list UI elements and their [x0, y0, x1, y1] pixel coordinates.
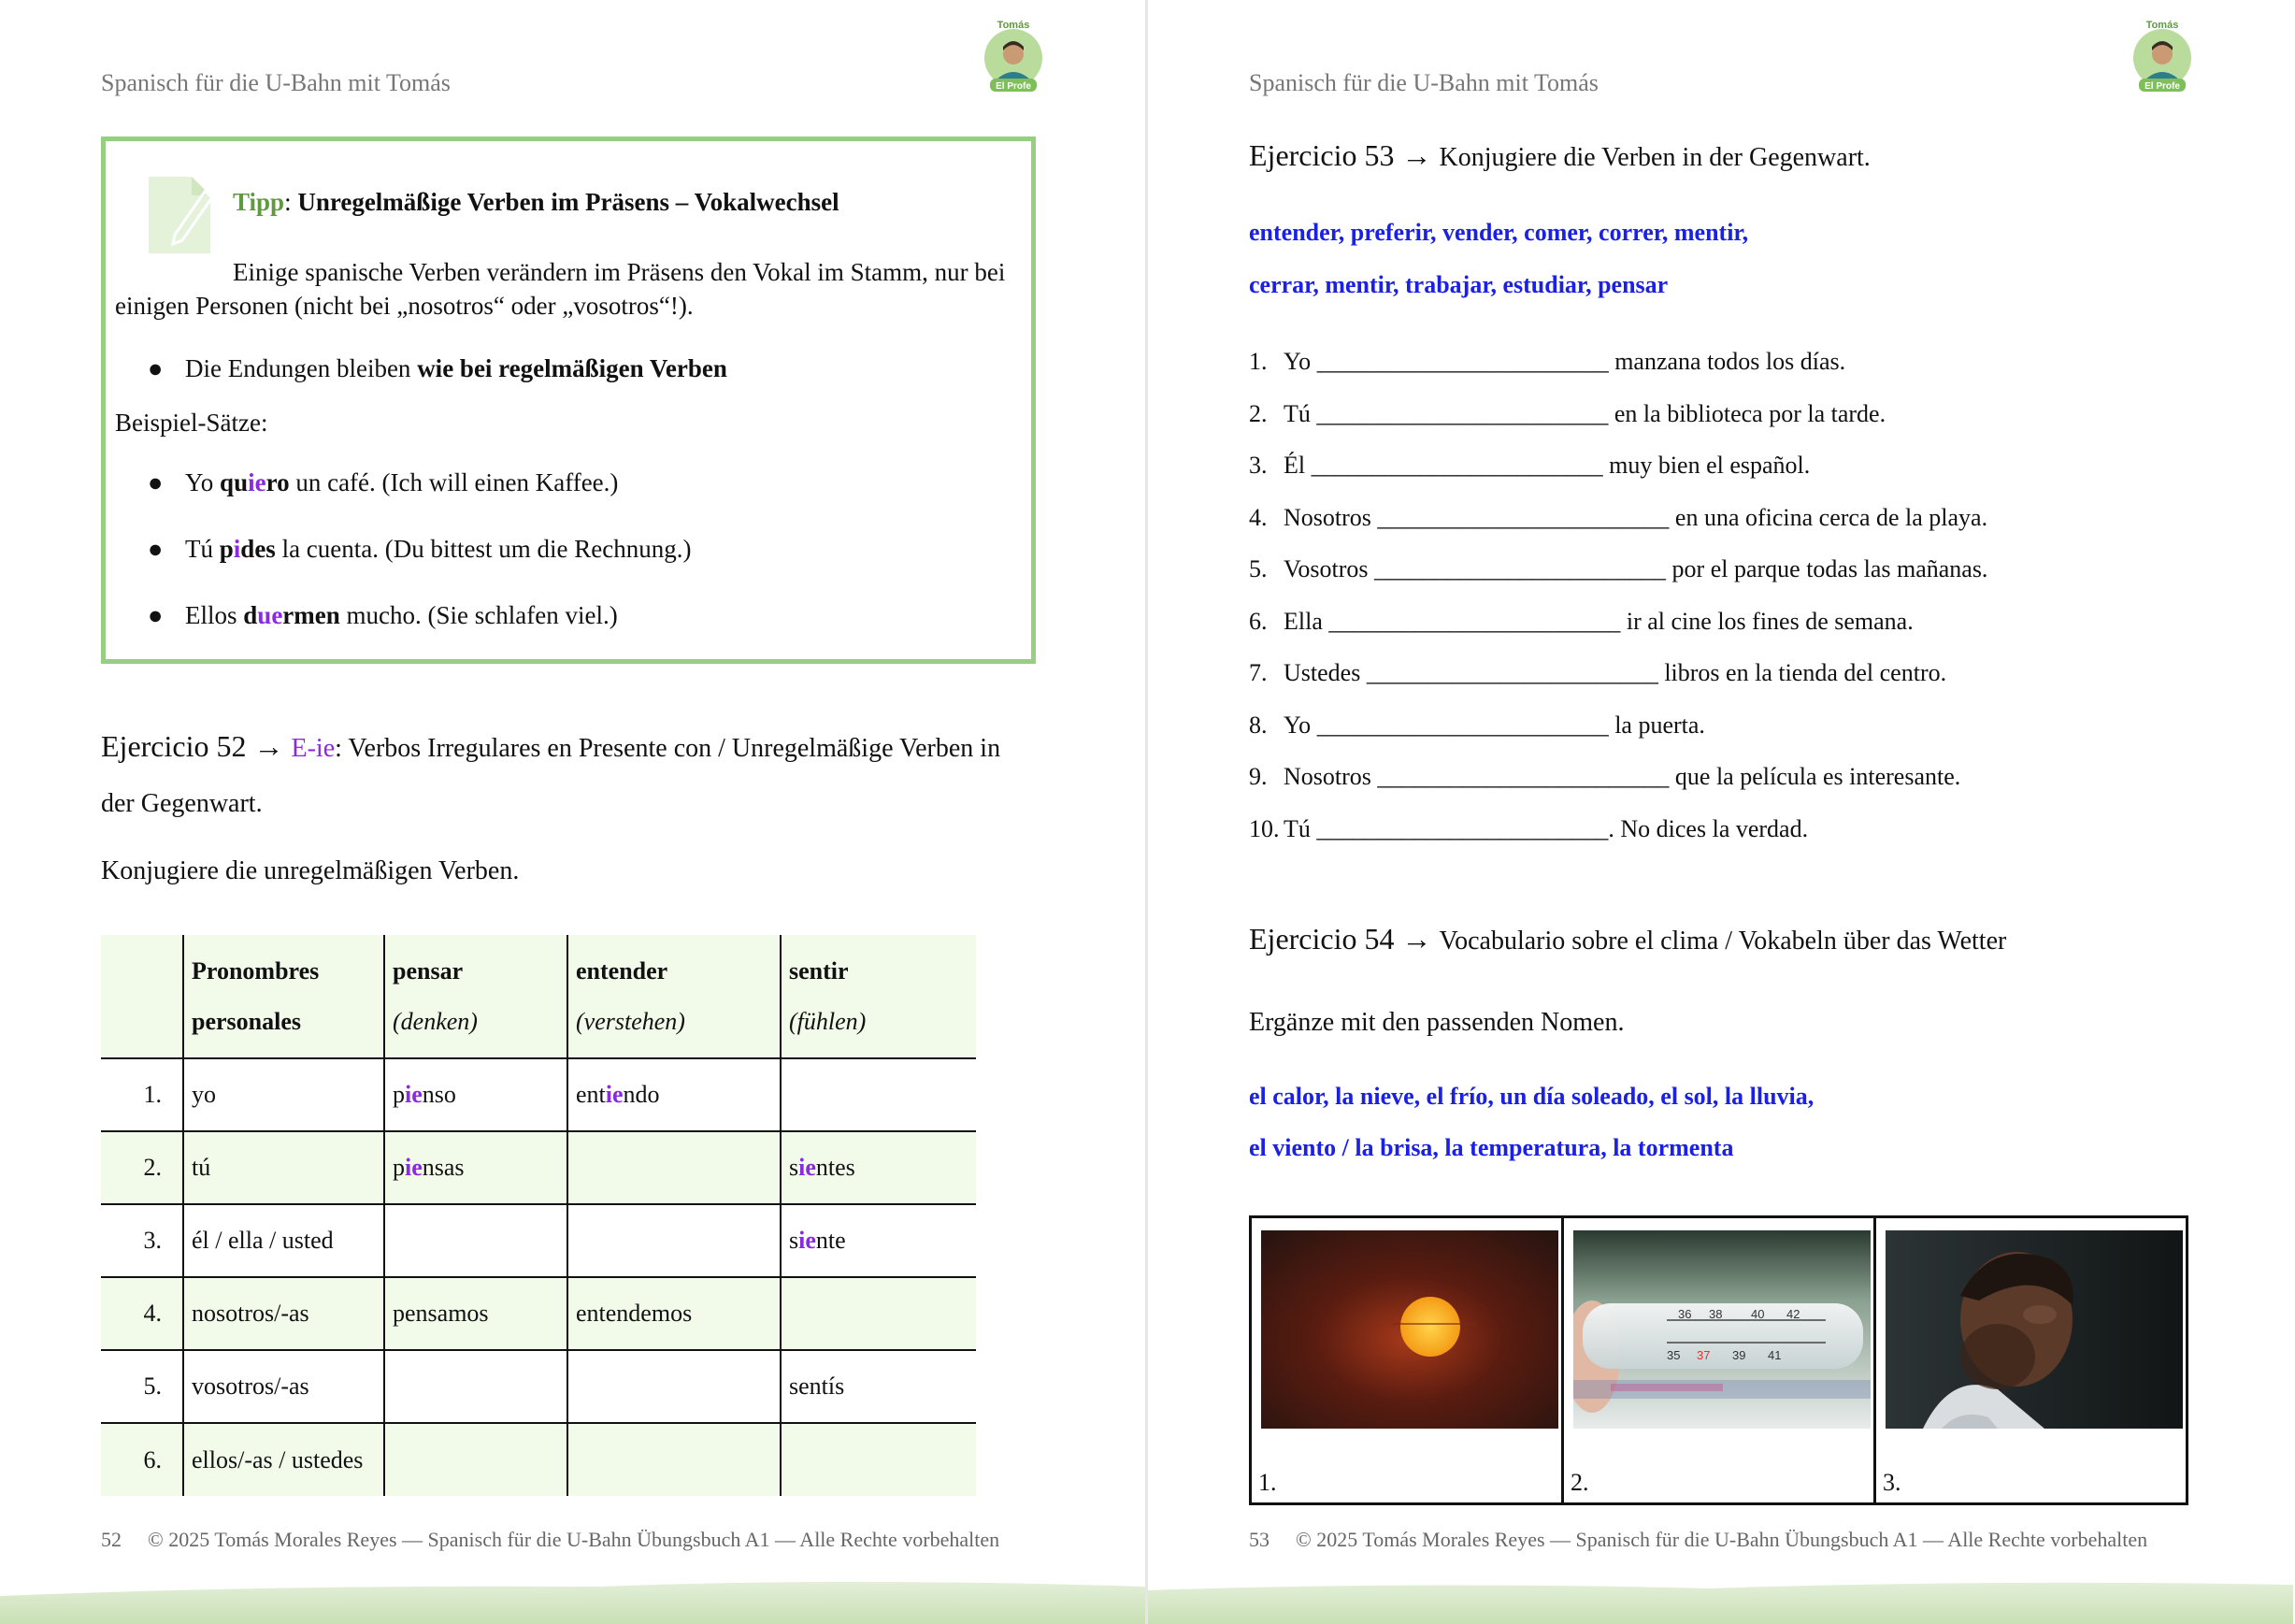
page-number: 52 [101, 1528, 122, 1551]
table-row [101, 1204, 976, 1277]
answer-cell: pensamos [384, 1277, 567, 1350]
answer-cell: sentís [781, 1350, 976, 1423]
tip-title: Tipp: Unregelmäßige Verben im Präsens – Vokalwechsel [233, 188, 839, 216]
table-header-row [101, 935, 976, 1058]
svg-text:35: 35 [1667, 1348, 1681, 1362]
image-cell [1252, 1218, 1561, 1502]
running-head: Spanisch für die U-Bahn mit Tomás [1249, 69, 1599, 96]
answer-cell[interactable] [567, 1423, 781, 1496]
svg-text:37: 37 [1697, 1348, 1711, 1362]
exercise-53-list [1249, 348, 1987, 867]
list-item: 2. Tú ________________________ en la biblioteca por la tarde. [1249, 399, 1886, 427]
left-page [0, 0, 1145, 1624]
list-item: 7. Ustedes ________________________ libros en la tienda del centro. [1249, 659, 1947, 686]
list-item: 4. Nosotros ________________________ en una oficina cerca de la playa. [1249, 503, 1988, 531]
example-sentence: ● Tú pides la cuenta. (Du bittest um die Rechnung.) [148, 535, 692, 563]
exercise-54-instruction: Ergänze mit den passenden Nomen. [1249, 1008, 1625, 1037]
answer-cell: siente [781, 1204, 976, 1277]
row-number: 1. [101, 1058, 183, 1131]
table-row [101, 1350, 976, 1423]
answer-blank[interactable]: ________________________ [1377, 503, 1670, 531]
table-header-cell: entender (verstehen) [567, 935, 781, 1058]
answer-cell: piensas [384, 1131, 567, 1204]
image-number: 1. [1258, 1469, 1277, 1496]
grass-decoration [0, 1559, 1145, 1624]
table-row [101, 1423, 976, 1496]
image-number: 3. [1883, 1469, 1901, 1496]
word-bank-line: cerrar, mentir, trabajar, estudiar, pensar [1249, 271, 1669, 298]
answer-blank[interactable]: ________________________ [1316, 348, 1609, 375]
answer-blank[interactable]: ________________________ [1366, 659, 1658, 686]
grass-decoration [1148, 1559, 2293, 1624]
list-item: 6. Ella ________________________ ir al cine los fines de semana. [1249, 607, 1914, 635]
row-number: 4. [101, 1277, 183, 1350]
table-header-cell: pensar (denken) [384, 935, 567, 1058]
answer-cell: sientes [781, 1131, 976, 1204]
tip-bullet: ● Die Endungen bleiben wie bei regelmäßigen Verben [148, 354, 727, 382]
table-header-cell: Pronombres personales [183, 935, 384, 1058]
thermometer-image [1573, 1230, 1871, 1429]
svg-text:42: 42 [1786, 1307, 1800, 1321]
table-row [101, 1058, 976, 1131]
answer-cell: entendemos [567, 1277, 781, 1350]
table-row [101, 1131, 976, 1204]
table-header-cell: sentir (fühlen) [781, 935, 976, 1058]
author-logo [977, 17, 1050, 97]
pronoun-cell: yo [183, 1058, 384, 1131]
answer-blank[interactable]: ________________________ [1316, 399, 1609, 427]
image-cell [1873, 1218, 2186, 1502]
answer-cell: entiendo [567, 1058, 781, 1131]
answer-blank[interactable]: ________________________ [1374, 555, 1667, 582]
answer-cell[interactable] [384, 1423, 567, 1496]
exercise-54-heading: Ejercicio 54 → Vocabulario sobre el clima / Vokabeln über das Wetter [1249, 922, 2007, 956]
pronoun-cell: él / ella / usted [183, 1204, 384, 1277]
answer-cell[interactable] [384, 1204, 567, 1277]
pronoun-cell: ellos/-as / ustedes [183, 1423, 384, 1496]
list-item: 1. Yo ________________________ manzana todos los días. [1249, 348, 1846, 375]
exercise-53-heading: Ejercicio 53 → Konjugiere die Verben in der Gegenwart. [1249, 138, 1871, 172]
row-number: 5. [101, 1350, 183, 1423]
tip-box [101, 137, 1036, 664]
example-sentence: ● Yo quiero un café. (Ich will einen Kaffee.) [148, 468, 619, 496]
author-logo [2126, 17, 2199, 97]
sweating-man-image [1886, 1230, 2183, 1429]
word-bank-line: el viento / la brisa, la temperatura, la tormenta [1249, 1134, 1734, 1161]
table-cell [101, 935, 183, 1058]
svg-text:40: 40 [1751, 1307, 1765, 1321]
svg-text:El Profe: El Profe [2144, 81, 2180, 92]
right-page [1148, 0, 2293, 1624]
svg-text:41: 41 [1768, 1348, 1782, 1362]
pronoun-cell: vosotros/-as [183, 1350, 384, 1423]
answer-cell: pienso [384, 1058, 567, 1131]
page-footer: 53 © 2025 Tomás Morales Reyes — Spanisch für die U-Bahn Übungsbuch A1 — Alle Rechte vorbehalten [1249, 1528, 2148, 1551]
svg-text:Tomás: Tomás [2145, 20, 2179, 31]
answer-blank[interactable]: ________________________ [1316, 814, 1609, 842]
page-footer: 52 © 2025 Tomás Morales Reyes — Spanisch für die U-Bahn Übungsbuch A1 — Alle Rechte vorbehalten [101, 1528, 1000, 1551]
example-sentence: ● Ellos duermen mucho. (Sie schlafen viel.) [148, 601, 618, 629]
svg-text:39: 39 [1732, 1348, 1746, 1362]
examples-label: Beispiel-Sätze: [115, 409, 268, 437]
word-bank-line: entender, preferir, vender, comer, correr, mentir, [1249, 219, 1749, 246]
answer-cell[interactable] [567, 1204, 781, 1277]
answer-blank[interactable]: ________________________ [1377, 763, 1670, 790]
image-grid [1249, 1215, 2188, 1505]
list-item: 10. Tú ________________________. No dices la verdad. [1249, 814, 1809, 842]
row-number: 6. [101, 1423, 183, 1496]
list-item: 5. Vosotros ________________________ por el parque todas las mañanas. [1249, 555, 1988, 582]
row-number: 3. [101, 1204, 183, 1277]
running-head: Spanisch für die U-Bahn mit Tomás [101, 69, 451, 96]
svg-text:El Profe: El Profe [996, 81, 1031, 92]
row-number: 2. [101, 1131, 183, 1204]
svg-text:36: 36 [1678, 1307, 1692, 1321]
sunset-image [1261, 1230, 1558, 1429]
exercise-52-instruction: Konjugiere die unregelmäßigen Verben. [101, 856, 520, 885]
tip-paragraph: Einige spanische Verben verändern im Präsens den Vokal im Stamm, nur bei einigen Personen (nicht bei „nosotros“ oder „vosotros“!). [115, 258, 1006, 320]
pronoun-cell: tú [183, 1131, 384, 1204]
svg-text:38: 38 [1709, 1307, 1723, 1321]
exercise-52-heading: Ejercicio 52 → E-ie: Verbos Irregulares en Presente con / Unregelmäßige Verben in der Gegenwart. [101, 729, 1001, 818]
svg-text:Tomás: Tomás [997, 20, 1030, 31]
page-number: 53 [1249, 1528, 1269, 1551]
list-item: 3. Él ________________________ muy bien el español. [1249, 452, 1811, 479]
list-item: 8. Yo ________________________ la puerta. [1249, 711, 1705, 739]
answer-cell[interactable] [781, 1423, 976, 1496]
answer-cell[interactable] [567, 1350, 781, 1423]
word-bank-line: el calor, la nieve, el frío, un día soleado, el sol, la lluvia, [1249, 1083, 1814, 1110]
answer-blank[interactable]: ________________________ [1316, 711, 1609, 739]
table-row [101, 1277, 976, 1350]
answer-cell[interactable] [567, 1131, 781, 1204]
pronoun-cell: nosotros/-as [183, 1277, 384, 1350]
list-item: 9. Nosotros ________________________ que la película es interesante. [1249, 763, 1961, 790]
answer-cell[interactable] [781, 1058, 976, 1131]
answer-blank[interactable]: ________________________ [1311, 452, 1603, 479]
image-number: 2. [1571, 1469, 1589, 1496]
answer-blank[interactable]: ________________________ [1328, 607, 1621, 635]
note-pencil-icon [143, 173, 218, 257]
image-cell [1561, 1218, 1873, 1502]
conjugation-table [101, 935, 976, 1496]
answer-cell[interactable] [384, 1350, 567, 1423]
answer-cell[interactable] [781, 1277, 976, 1350]
